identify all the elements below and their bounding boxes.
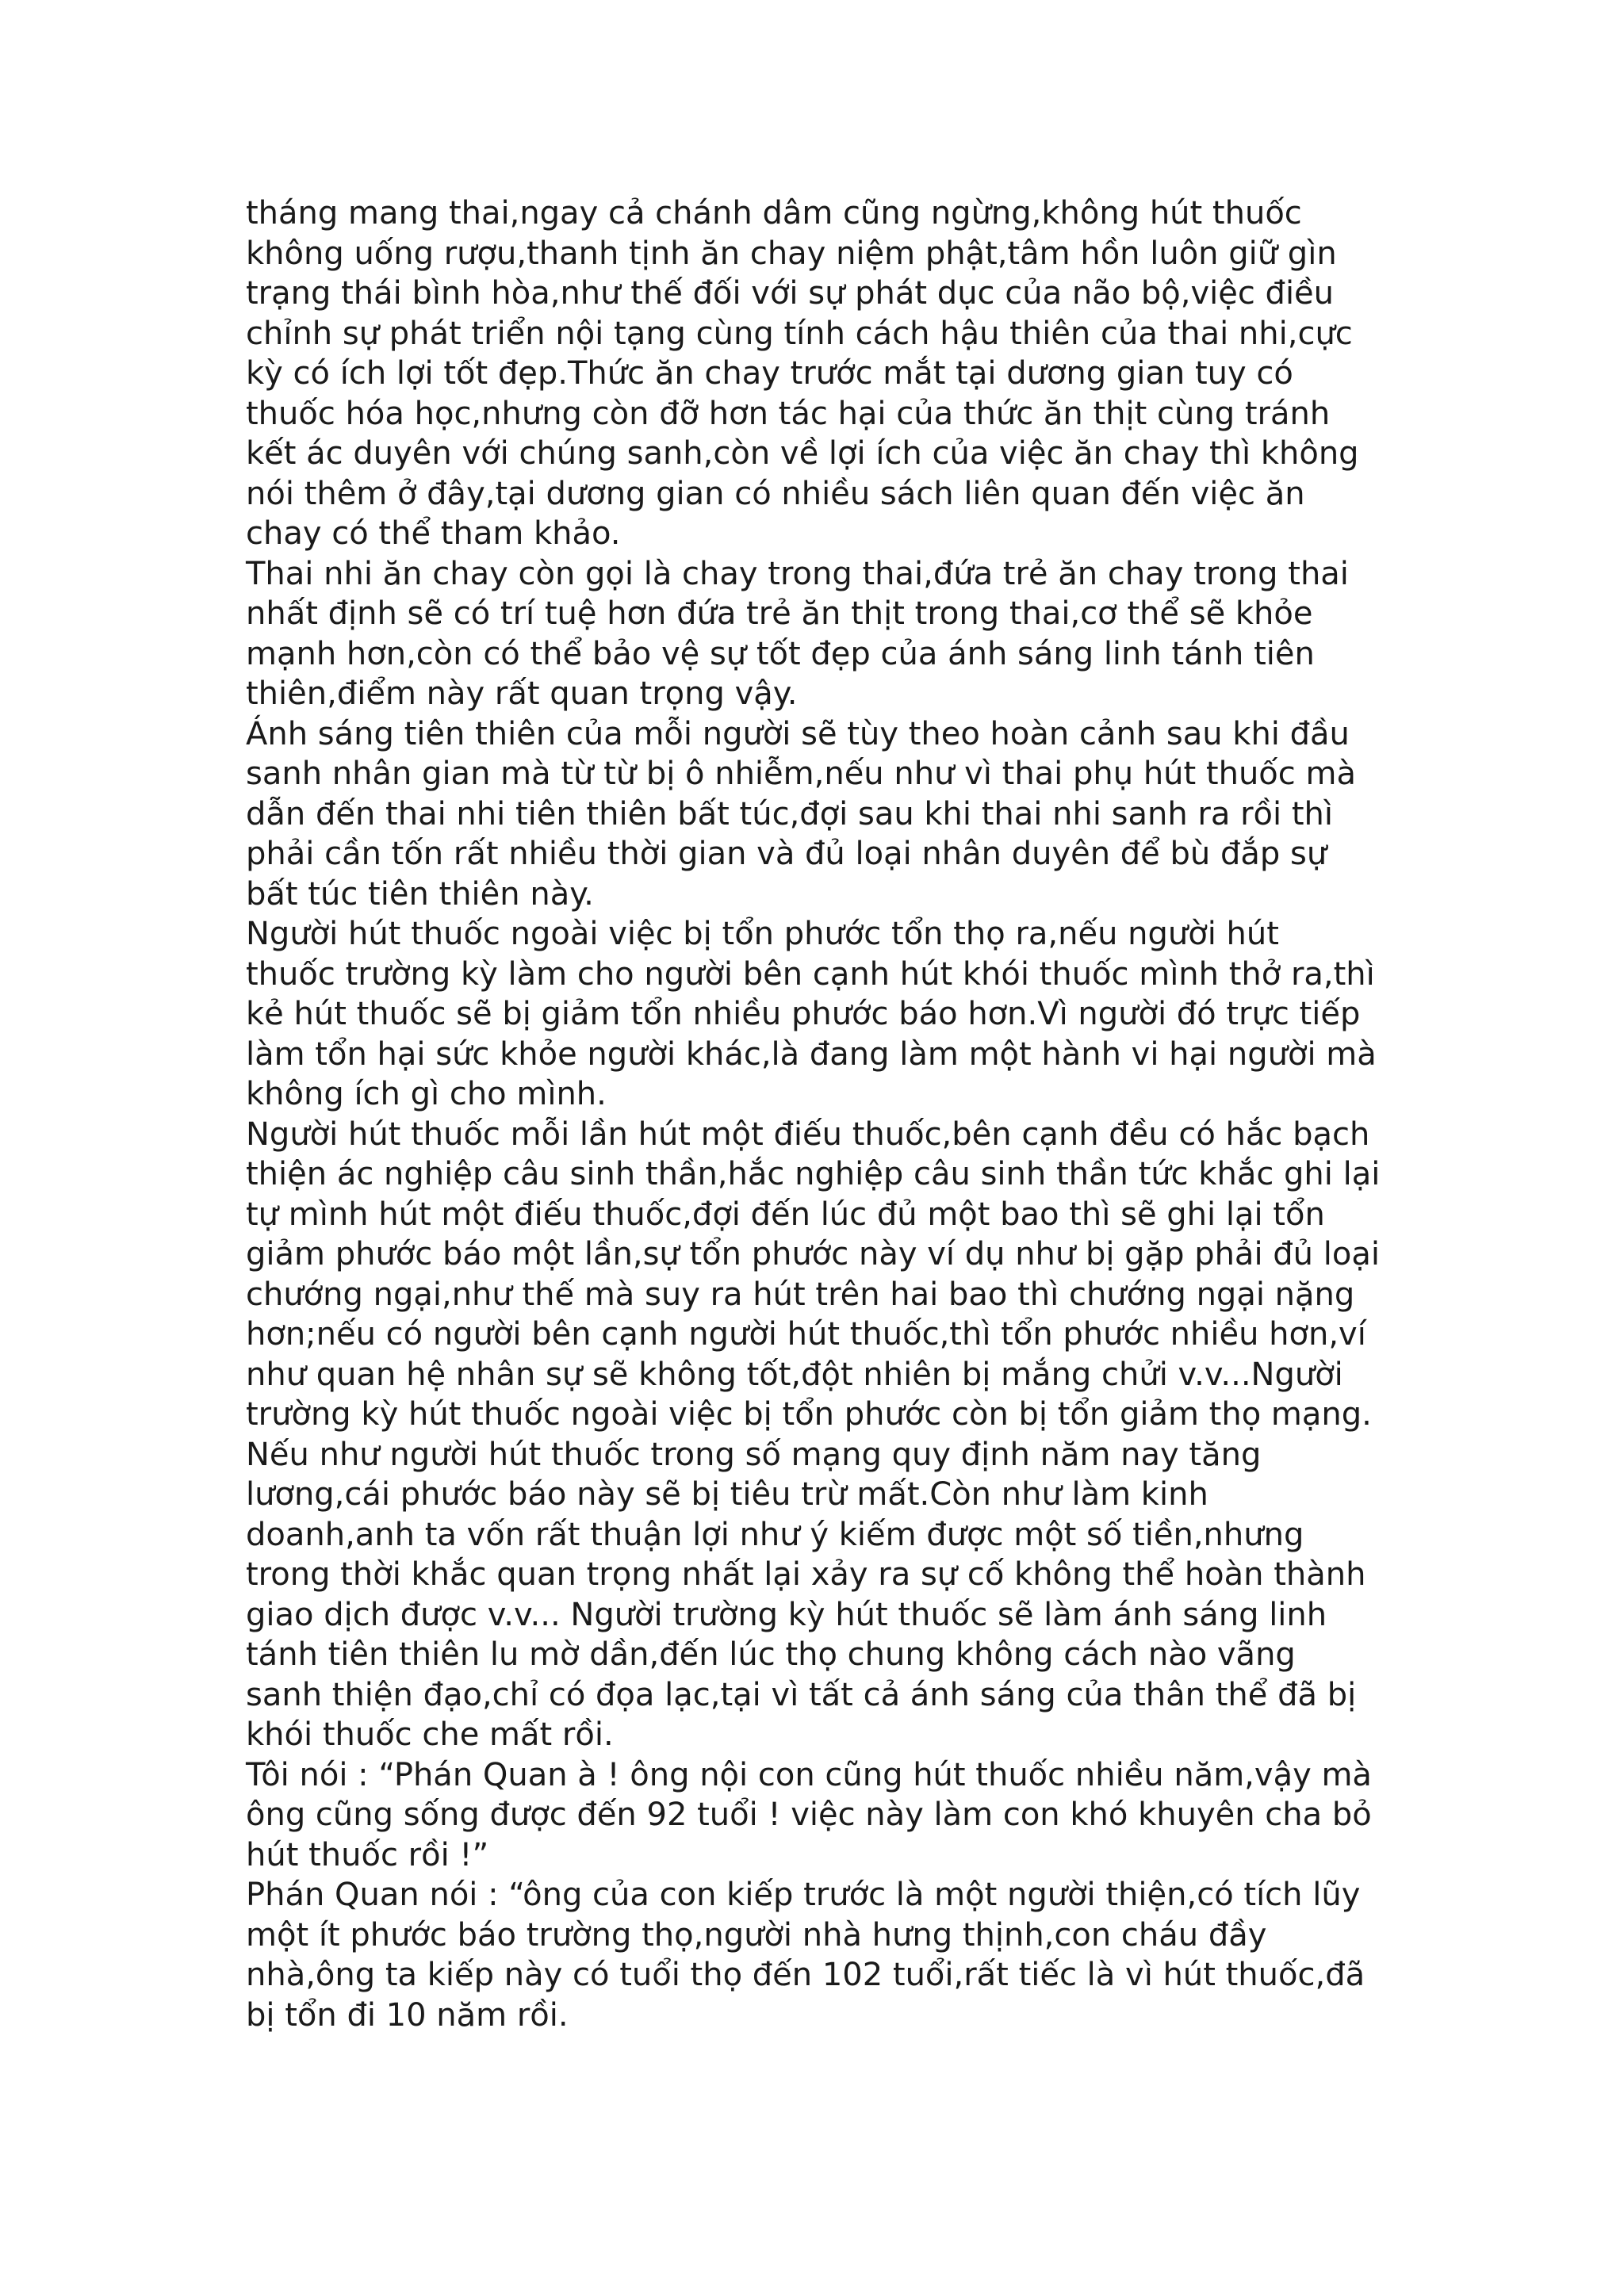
text-line: thiên,điểm này rất quan trọng vậy. <box>246 675 798 712</box>
text-line: thuốc trường kỳ làm cho người bên cạnh hút khói thuốc mình thở ra,thì <box>246 955 1375 993</box>
text-line: Người hút thuốc mỗi lần hút một điếu thuốc,bên cạnh đều có hắc bạch <box>246 1115 1370 1153</box>
text-line: sanh nhân gian mà từ từ bị ô nhiễm,nếu như vì thai phụ hút thuốc mà <box>246 756 1356 792</box>
text-line: lương,cái phước báo này sẽ bị tiêu trừ mất.Còn như làm kinh <box>246 1476 1208 1513</box>
text-line: Thai nhi ăn chay còn gọi là chay trong thai,đứa trẻ ăn chay trong thai <box>246 555 1349 592</box>
paragraph <box>246 1115 1404 1755</box>
text-line: tháng mang thai,ngay cả chánh dâm cũng ngừng,không hút thuốc <box>246 195 1302 232</box>
text-line: sanh thiện đạo,chỉ có đọa lạc,tại vì tất cả ánh sáng của thân thể đã bị <box>246 1676 1357 1713</box>
text-line: giảm phước báo một lần,sự tổn phước này ví dụ như bị gặp phải đủ loại <box>246 1236 1380 1272</box>
text-line: bị tổn đi 10 năm rồi. <box>246 1996 569 2034</box>
text-line: trạng thái bình hòa,như thế đối với sự phát dục của não bộ,việc điều <box>246 275 1335 312</box>
text-line: thuốc hóa học,nhưng còn đỡ hơn tác hại của thức ăn thịt cùng tránh <box>246 395 1331 432</box>
text-line: không uống rượu,thanh tịnh ăn chay niệm phật,tâm hồn luôn giữ gìn <box>246 235 1337 272</box>
paragraph <box>246 1875 1404 2035</box>
text-line: giao dịch được v.v... Người trường kỳ hút thuốc sẽ làm ánh sáng linh <box>246 1596 1327 1633</box>
text-line: doanh,anh ta vốn rất thuận lợi như ý kiếm được một số tiền,nhưng <box>246 1516 1304 1553</box>
text-line: chay có thể tham khảo. <box>246 515 621 552</box>
text-line: nhất định sẽ có trí tuệ hơn đứa trẻ ăn thịt trong thai,cơ thể sẽ khỏe <box>246 595 1313 632</box>
text-line: hơn;nếu có người bên cạnh người hút thuốc,thì tổn phước nhiều hơn,ví <box>246 1316 1366 1353</box>
text-line: Tôi nói : “Phán Quan à ! ông nội con cũng hút thuốc nhiều năm,vậy mà <box>246 1756 1372 1793</box>
text-line: kỳ có ích lợi tốt đẹp.Thức ăn chay trước mắt tại dương gian tuy có <box>246 355 1293 392</box>
text-line: Người hút thuốc ngoài việc bị tổn phước tổn thọ ra,nếu người hút <box>246 916 1279 952</box>
text-line: bất túc tiên thiên này. <box>246 875 594 913</box>
paragraph <box>246 714 1404 915</box>
text-line: ông cũng sống được đến 92 tuổi ! việc này làm con khó khuyên cha bỏ <box>246 1797 1372 1833</box>
text-line: mạnh hơn,còn có thể bảo vệ sự tốt đẹp của ánh sáng linh tánh tiên <box>246 635 1315 672</box>
text-line: tánh tiên thiên lu mờ dần,đến lúc thọ chung không cách nào vãng <box>246 1636 1296 1673</box>
text-line: như quan hệ nhân sự sẽ không tốt,đột nhiên bị mắng chửi v.v...Người <box>246 1356 1343 1393</box>
text-line: trường kỳ hút thuốc ngoài việc bị tổn phước còn bị tổn giảm thọ mạng. <box>246 1396 1372 1433</box>
text-line: chỉnh sự phát triển nội tạng cùng tính cách hậu thiên của thai nhi,cực <box>246 315 1353 352</box>
text-line: trong thời khắc quan trọng nhất lại xảy ra sự cố không thể hoàn thành <box>246 1556 1366 1593</box>
text-line: kết ác duyên với chúng sanh,còn về lợi ích của việc ăn chay thì không <box>246 435 1359 472</box>
paragraph <box>246 193 1404 554</box>
text-line: nhà,ông ta kiếp này có tuổi thọ đến 102 tuổi,rất tiếc là vì hút thuốc,đã <box>246 1957 1365 1993</box>
text-line: dẫn đến thai nhi tiên thiên bất túc,đợi sau khi thai nhi sanh ra rồi thì <box>246 795 1333 832</box>
text-line: Nếu như người hút thuốc trong số mạng quy định năm nay tăng <box>246 1436 1262 1473</box>
text-line: tự mình hút một điếu thuốc,đợi đến lúc đủ một bao thì sẽ ghi lại tổn <box>246 1196 1325 1233</box>
text-line: Phán Quan nói : “ông của con kiếp trước là một người thiện,có tích lũy <box>246 1877 1361 1913</box>
paragraph <box>246 1755 1404 1876</box>
document-page <box>246 193 1404 2035</box>
paragraph <box>246 914 1404 1115</box>
text-line: một ít phước báo trường thọ,người nhà hưng thịnh,con cháu đầy <box>246 1916 1267 1954</box>
text-line: khói thuốc che mất rồi. <box>246 1716 614 1753</box>
text-line: phải cần tốn rất nhiều thời gian và đủ loại nhân duyên để bù đắp sự <box>246 836 1327 872</box>
text-line: Ánh sáng tiên thiên của mỗi người sẽ tùy theo hoàn cảnh sau khi đầu <box>246 715 1350 752</box>
text-line: không ích gì cho mình. <box>246 1076 607 1112</box>
text-line: chướng ngại,như thế mà suy ra hút trên hai bao thì chướng ngại nặng <box>246 1276 1355 1313</box>
text-line: hút thuốc rồi !” <box>246 1836 489 1873</box>
text-line: kẻ hút thuốc sẽ bị giảm tổn nhiều phước báo hơn.Vì người đó trực tiếp <box>246 996 1361 1032</box>
text-line: làm tổn hại sức khỏe người khác,là đang làm một hành vi hại người mà <box>246 1035 1377 1073</box>
text-line: nói thêm ở đây,tại dương gian có nhiều sách liên quan đến việc ăn <box>246 475 1305 512</box>
paragraph <box>246 554 1404 714</box>
text-line: thiện ác nghiệp câu sinh thần,hắc nghiệp câu sinh thần tức khắc ghi lại <box>246 1156 1381 1192</box>
